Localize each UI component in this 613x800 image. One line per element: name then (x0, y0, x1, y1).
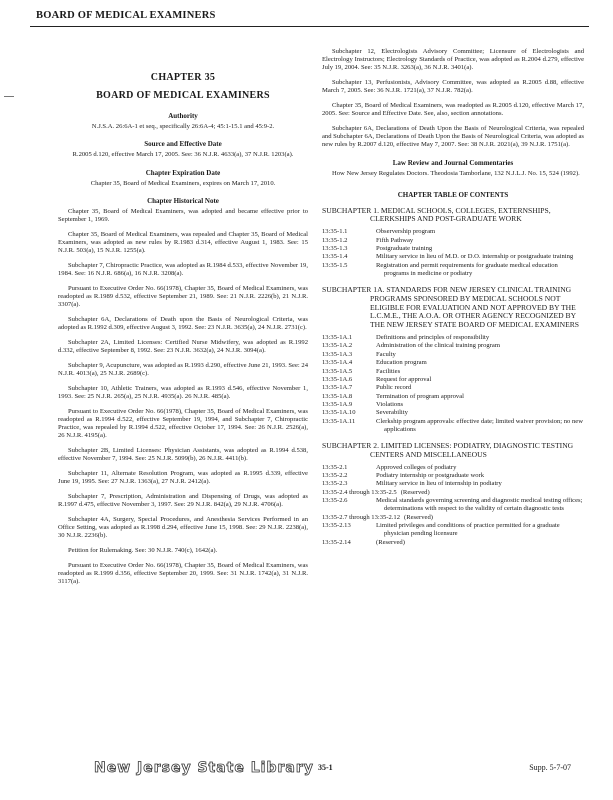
history-note: Subchapter 6A, Declarations of Death upon the Basis of Neurological Criteria, was adopted as R.1992 d.309, effective August 3, 1992. See: 23 N.J.R. 3635(a), 24 N.J.R. 2731(c). (58, 315, 308, 332)
toc-entry (322, 480, 584, 488)
toc-entry (322, 393, 584, 401)
toc-entry (322, 401, 584, 409)
section-title: Approved colleges of podiatry (376, 463, 457, 471)
section-number: 13:35-1.3 (322, 244, 348, 252)
history-note: Subchapter 9, Acupuncture, was adopted as R.1993 d.290, effective June 21, 1993. See: 24 N.J.R. 4013(a), 25 N.J.R. 2689(c). (58, 361, 308, 378)
toc-entry (322, 489, 584, 497)
section-number: 13:35-1.5 (322, 261, 348, 269)
section-number: 13:35-1A.6 (322, 375, 353, 383)
authority-heading: Authority (168, 112, 198, 121)
history-note: Chapter 35, Board of Medical Examiners, was repealed and Chapter 35, Board of Medical Examiners, was adopted as new rules by R.1983 d.314, effective August 1, 1983. See: 15 N.J.R. 503(a), 15 N.J.R. 1255(a). (58, 230, 308, 255)
left-column (58, 48, 308, 593)
section-number: 13:35-1.2 (322, 236, 348, 244)
toc-entry (322, 376, 584, 384)
section-number: 13:35-1A.11 (322, 417, 356, 425)
history-note: Subchapter 2B, Limited Licenses: Physician Assistants, was adopted as R.1994 d.538, effective November 7, 1994. See: 25 N.J.R. 5099(b), 26 N.J.R. 4411(b). (58, 447, 308, 463)
toc-entry (322, 245, 584, 253)
section-number: 13:35-1.4 (322, 253, 348, 261)
expiration-heading: Chapter Expiration Date (145, 168, 221, 177)
section-title: Violations (376, 401, 404, 409)
section-title: Medical standards governing screening and diagnostic medical testing offices; determinations with respect to the validity of certain diagnostic tests (376, 497, 583, 513)
section-title: Military service in lieu of M.D. or D.O. internship or postgraduate training (376, 253, 574, 261)
law-review-heading: Law Review and Journal Commentaries (392, 159, 514, 168)
section-title: Severability (376, 409, 408, 417)
toc-entry (322, 418, 584, 434)
toc-entry (322, 359, 584, 367)
history-note: Pursuant to Executive Order No. 66(1978), Chapter 35, Board of Medical Examiners, was readopted as R.1999 d.356, effective September 20, 1999. See: 31 N.J.R. 1742(a), 31 N.J.R. 3117(a). (58, 562, 308, 586)
running-head: BOARD OF MEDICAL EXAMINERS (36, 10, 216, 21)
toc-entry (322, 384, 584, 392)
source-heading: Source and Effective Date (144, 140, 222, 149)
toc-entry (322, 472, 584, 480)
history-heading: Chapter Historical Note (147, 196, 219, 205)
section-number: 13:35-1A.2 (322, 342, 353, 350)
section-number: 13:35-1.1 (322, 228, 348, 236)
history-note: Subchapter 13, Perfusionists, Advisory Committee, was adopted as R.2005 d.88, effective March 7, 2005. See: 36 N.J.R. 1721(a), 37 N.J.R. 782(a). (322, 79, 584, 95)
supplement-date: Supp. 5-7-07 (529, 763, 571, 772)
section-number: 13:35-2.14 (322, 538, 351, 546)
toc-entry (322, 237, 584, 245)
chapter-title: BOARD OF MEDICAL EXAMINERS (96, 90, 270, 102)
section-number: 13:35-1A.8 (322, 392, 353, 400)
toc-entry (322, 351, 584, 359)
section-title: Public record (376, 384, 412, 392)
table-of-contents (322, 207, 584, 547)
toc-entry (322, 342, 584, 350)
history-note: Pursuant to Executive Order No. 66(1978), Chapter 35, Board of Medical Examiners, was readopted as R.1994 d.522, effective September 19, 1994, and Subchapter 7, Chiropractic Practice, was repealed by R.1994 d.522, effective October 17, 1994. See: 26 N.J.R. 2526(a), 26 N.J.R. 4195(a). (58, 407, 308, 440)
toc-entry (322, 539, 584, 547)
section-number: 13:35-2.6 (322, 497, 348, 505)
history-notes (58, 208, 308, 586)
history-note: Subchapter 12, Electrologists Advisory Committee; Licensure of Electrologists and Electrology Instructors; Electrology Standards of Practice, was adopted as R.2004 d.279, effective July 19, 2004. See: 35 N.J.R. 3263(a), 36 N.J.R. 3401(a). (322, 48, 584, 72)
section-number: 13:35-2.2 (322, 472, 348, 480)
toc-entry (322, 334, 584, 342)
section-number: 13:35-1A.4 (322, 359, 353, 367)
section-title: (Reserved) (400, 488, 430, 496)
section-number: 13:35-2.4 through 13:35-2.5 (322, 488, 397, 496)
section-title: Definitions and principles of responsibility (376, 333, 490, 341)
header-rule (30, 26, 589, 27)
section-number: 13:35-2.7 through 13:35-2.12 (322, 513, 401, 521)
section-title: Administration of the clinical training program (376, 342, 500, 350)
section-title: Fifth Pathway (376, 236, 414, 244)
section-title: Military service in lieu of internship in podiatry (376, 480, 502, 488)
history-note: Subchapter 10, Athletic Trainers, was adopted as R.1993 d.546, effective November 1, 1993. See: 25 N.J.R. 265(a), 25 N.J.R. 4935(a). 26 N.J.R. 485(a). (58, 384, 308, 401)
toc-entry (322, 464, 584, 472)
library-stamp: New Jersey State Library (94, 760, 314, 776)
section-title: Education program (376, 359, 427, 367)
toc-entry (322, 368, 584, 376)
section-title: Podiatry internship or postgraduate work (376, 472, 485, 480)
toc-entry (322, 522, 584, 538)
section-title: Faculty (376, 350, 396, 358)
history-note: Subchapter 6A, Declarations of Death Upon the Basis of Neurological Criteria, was repealed and Subchapter 6A, Declarations of Death Upon the Basis of Neurological Criteria, was adopted as new rules by R.2007 d.120, effective May 7, 2007. See: 38 N.J.R. 2021(a), 39 N.J.R. 1751(a). (322, 125, 584, 149)
section-number: 13:35-1A.9 (322, 401, 353, 409)
toc-entry (322, 409, 584, 417)
toc-entry (322, 253, 584, 261)
history-note: Petition for Rulemaking. See: 30 N.J.R. 740(c), 1642(a). (68, 547, 218, 555)
section-title: Request for approval (376, 375, 432, 383)
source-text: R.2005 d.120, effective March 17, 2005. See: 36 N.J.R. 4633(a), 37 N.J.R. 1203(a). (72, 151, 294, 159)
section-title: (Reserved) (376, 538, 405, 546)
toc-entry (322, 497, 584, 513)
page-number: 35-1 (318, 763, 333, 772)
history-note: Subchapter 7, Prescription, Administration and Dispensing of Drugs, was adopted as R.1997 d.475, effective November 3, 1997. See: 29 N.J.R. 842(a), 29 N.J.R. 4706(a). (58, 493, 308, 509)
subchapter-title: SUBCHAPTER 2. LIMITED LICENSES: PODIATRY, DIAGNOSTIC TESTING CENTERS AND MISCELLANEOUS (322, 441, 574, 459)
section-title: Clerkship program approvals: effective date; limited waiver provision; no new applications (376, 417, 583, 433)
section-number: 13:35-1A.5 (322, 367, 353, 375)
history-note: Subchapter 2A, Limited Licenses: Certified Nurse Midwifery, was adopted as R.1992 d.332, effective September 8, 1992. See: 23 N.J.R. 3632(a), 24 N.J.R. 3094(a). (58, 338, 308, 355)
chapter-number: CHAPTER 35 (150, 72, 216, 83)
section-number: 13:35-1A.1 (322, 333, 353, 341)
right-column (322, 48, 584, 547)
history-note: Subchapter 7, Chiropractic Practice, was adopted as R.1984 d.533, effective November 19, 1984. See: 16 N.J.R. 686(a), 16 N.J.R. 3208(a). (58, 261, 308, 277)
subchapter-title: SUBCHAPTER 1A. STANDARDS FOR NEW JERSEY CLINICAL TRAINING PROGRAMS SPONSORED BY MEDICAL SCHOOLS NOT ELIGIBLE FOR EVALUATION AND NOT APPROVED BY THE L.C.M.E., THE A.O.A. OR OTHER AGENCY RECOGNIZED BY THE NEW JERSEY STATE BOARD OF MEDICAL EXAMINERS (322, 284, 579, 330)
section-title: Termination of program approval (376, 392, 464, 400)
section-number: 13:35-2.3 (322, 480, 348, 488)
section-title: (Reserved) (404, 513, 433, 521)
history-note: Chapter 35, Board of Medical Examiners, was adopted and became effective prior to September 1, 1969. (58, 207, 308, 223)
toc-heading: CHAPTER TABLE OF CONTENTS (397, 190, 509, 199)
section-title: Registration and permit requirements for graduate medical education programs in medicine or podiatry (376, 261, 558, 277)
toc-entry (322, 514, 584, 522)
section-number: 13:35-1A.3 (322, 350, 353, 358)
section-number: 13:35-2.1 (322, 463, 348, 471)
toc-entry (322, 228, 584, 236)
authority-text: N.J.S.A. 26:6A-1 et seq., specifically 26:6A-4; 45:1-15.1 and 45:9-2. (91, 123, 275, 131)
toc-entry (322, 262, 584, 278)
history-note: Subchapter 11, Alternate Resolution Program, was adopted as R.1995 d.339, effective June 19, 1995. See: 27 N.J.R. 1363(a), 27 N.J.R. 2412(a). (58, 470, 308, 486)
section-title: Facilities (376, 367, 401, 375)
subchapter-title: SUBCHAPTER 1. MEDICAL SCHOOLS, COLLEGES, EXTERNSHIPS, CLERKSHIPS AND POST-GRADUATE WORK (322, 205, 551, 224)
history-note: Pursuant to Executive Order No. 66(1978), Chapter 35, Board of Medical Examiners, was readopted as R.1989 d.532, effective September 21, 1989. See: 21 N.J.R. 2226(b), 21 N.J.R. 3307(a). (58, 284, 308, 309)
section-number: 13:35-1A.10 (322, 409, 356, 417)
history-note: Chapter 35, Board of Medical Examiners, was readopted as R.2005 d.120, effective March 17, 2005. See: Source and Effective Date. See, also, section annotations. (322, 102, 584, 118)
law-review-text: How New Jersey Regulates Doctors. Theodosia Tamborlane, 132 N.J.L.J. No. 15, 524 (1992). (332, 170, 580, 178)
expiration-text: Chapter 35, Board of Medical Examiners, expires on March 17, 2010. (90, 179, 276, 187)
section-number: 13:35-1A.7 (322, 384, 353, 392)
section-title: Observership program (376, 228, 436, 236)
section-title: Limited privileges and conditions of practice permitted for a graduate physician pending licensure (376, 522, 560, 538)
section-number: 13:35-2.13 (322, 522, 351, 530)
history-note: Subchapter 4A, Surgery, Special Procedures, and Anesthesia Services Performed in an Office Setting, was adopted as R.1998 d.294, effective June 15, 1998. See: 29 N.J.R. 2238(a), 30 N.J.R. 2236(b). (58, 516, 308, 540)
history-notes-continued (322, 48, 584, 149)
section-title: Postgraduate training (376, 244, 433, 252)
margin-mark (4, 96, 14, 97)
